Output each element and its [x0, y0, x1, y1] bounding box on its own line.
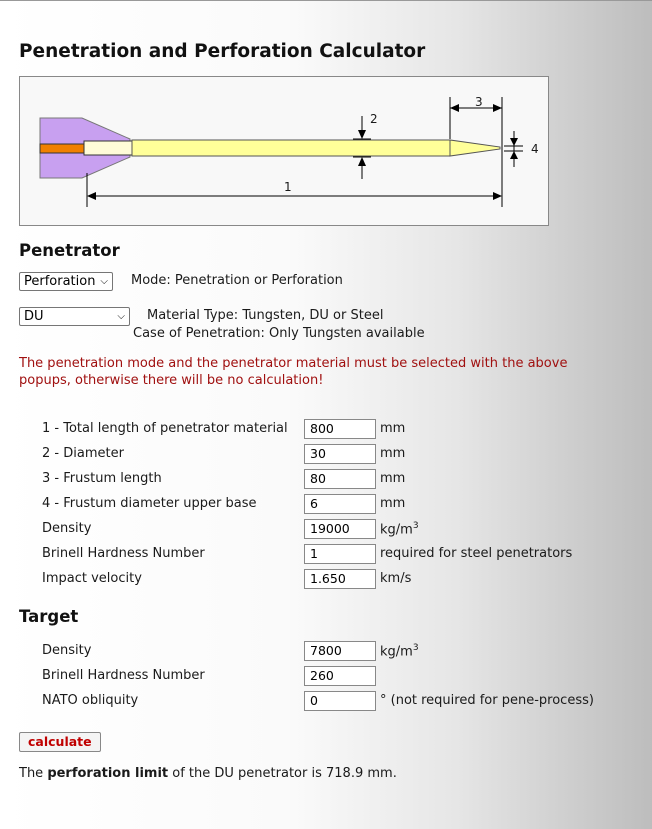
field-label-brinell: Brinell Hardness Number — [42, 546, 205, 561]
dimension-label-1: 1 — [284, 180, 292, 194]
field-unit: $kg/m^3$ — [380, 643, 419, 660]
chevron-down-icon: ⌵ — [117, 311, 125, 322]
penetrator-sleeve — [84, 141, 132, 155]
field-label-frustum-diameter: 4 - Frustum diameter upper base — [42, 496, 257, 511]
diameter-input[interactable]: 30 — [304, 444, 376, 464]
field-unit: km/s — [380, 571, 412, 586]
material-select[interactable] — [19, 307, 130, 326]
field-label-frustum-length: 3 - Frustum length — [42, 471, 162, 486]
warning-message: The penetration mode and the penetrator material must be selected with the above popups, otherwise there will be no calculation! — [19, 356, 568, 388]
field-unit: mm — [380, 446, 406, 461]
penetrator-diagram — [19, 76, 549, 226]
penetrator-brinell-input[interactable]: 1 — [304, 544, 376, 564]
dimension-label-3: 3 — [475, 95, 483, 109]
nato-obliquity-input[interactable]: 0 — [304, 691, 376, 711]
material-select-value: DU — [24, 309, 44, 324]
field-unit: mm — [380, 471, 406, 486]
penetrator-density-input[interactable]: 19000 — [304, 519, 376, 539]
field-unit: mm — [380, 496, 406, 511]
frustum-length-input[interactable]: 80 — [304, 469, 376, 489]
calculate-button[interactable]: calculate — [19, 732, 101, 752]
field-label-target-density: Density — [42, 643, 92, 658]
field-unit: mm — [380, 421, 406, 436]
field-label-diameter: 2 - Diameter — [42, 446, 124, 461]
impact-velocity-input[interactable]: 1.650 — [304, 569, 376, 589]
field-label-total-length: 1 - Total length of penetrator material — [42, 421, 288, 436]
chevron-down-icon: ⌵ — [100, 276, 108, 287]
total-length-input[interactable]: 800 — [304, 419, 376, 439]
mode-select[interactable] — [19, 272, 113, 291]
result-text: The perforation limit of the DU penetrator is 718.9 mm. — [19, 766, 397, 781]
field-label-nato-obliquity: NATO obliquity — [42, 693, 139, 708]
penetrator-rod — [132, 140, 450, 156]
result-emphasis: perforation limit — [47, 766, 169, 781]
material-description: Material Type: Tungsten, DU or Steel — [147, 308, 384, 323]
material-note: Case of Penetration: Only Tungsten available — [133, 326, 425, 341]
penetrator-drawing — [20, 77, 548, 225]
mode-description: Mode: Penetration or Perforation — [131, 273, 343, 288]
target-density-input[interactable]: 7800 — [304, 641, 376, 661]
dimension-label-4: 4 — [531, 142, 539, 156]
field-unit: required for steel penetrators — [380, 546, 573, 561]
penetrator-frustum — [450, 140, 500, 156]
field-label-density: Density — [42, 521, 92, 536]
penetrator-core — [40, 144, 84, 153]
dimension-label-2: 2 — [370, 112, 378, 126]
field-unit: $kg/m^3$ — [380, 521, 419, 538]
target-brinell-input[interactable]: 260 — [304, 666, 376, 686]
result-value: 718.9 — [326, 766, 364, 781]
page-title: Penetration and Perforation Calculator — [19, 41, 426, 62]
field-label-target-brinell: Brinell Hardness Number — [42, 668, 205, 683]
penetrator-heading: Penetrator — [19, 241, 120, 260]
mode-select-value: Perforation — [24, 274, 96, 289]
field-unit: ° (not required for pene-process) — [380, 693, 594, 708]
frustum-diameter-input[interactable]: 6 — [304, 494, 376, 514]
target-heading: Target — [19, 607, 79, 626]
field-label-impact-velocity: Impact velocity — [42, 571, 142, 586]
